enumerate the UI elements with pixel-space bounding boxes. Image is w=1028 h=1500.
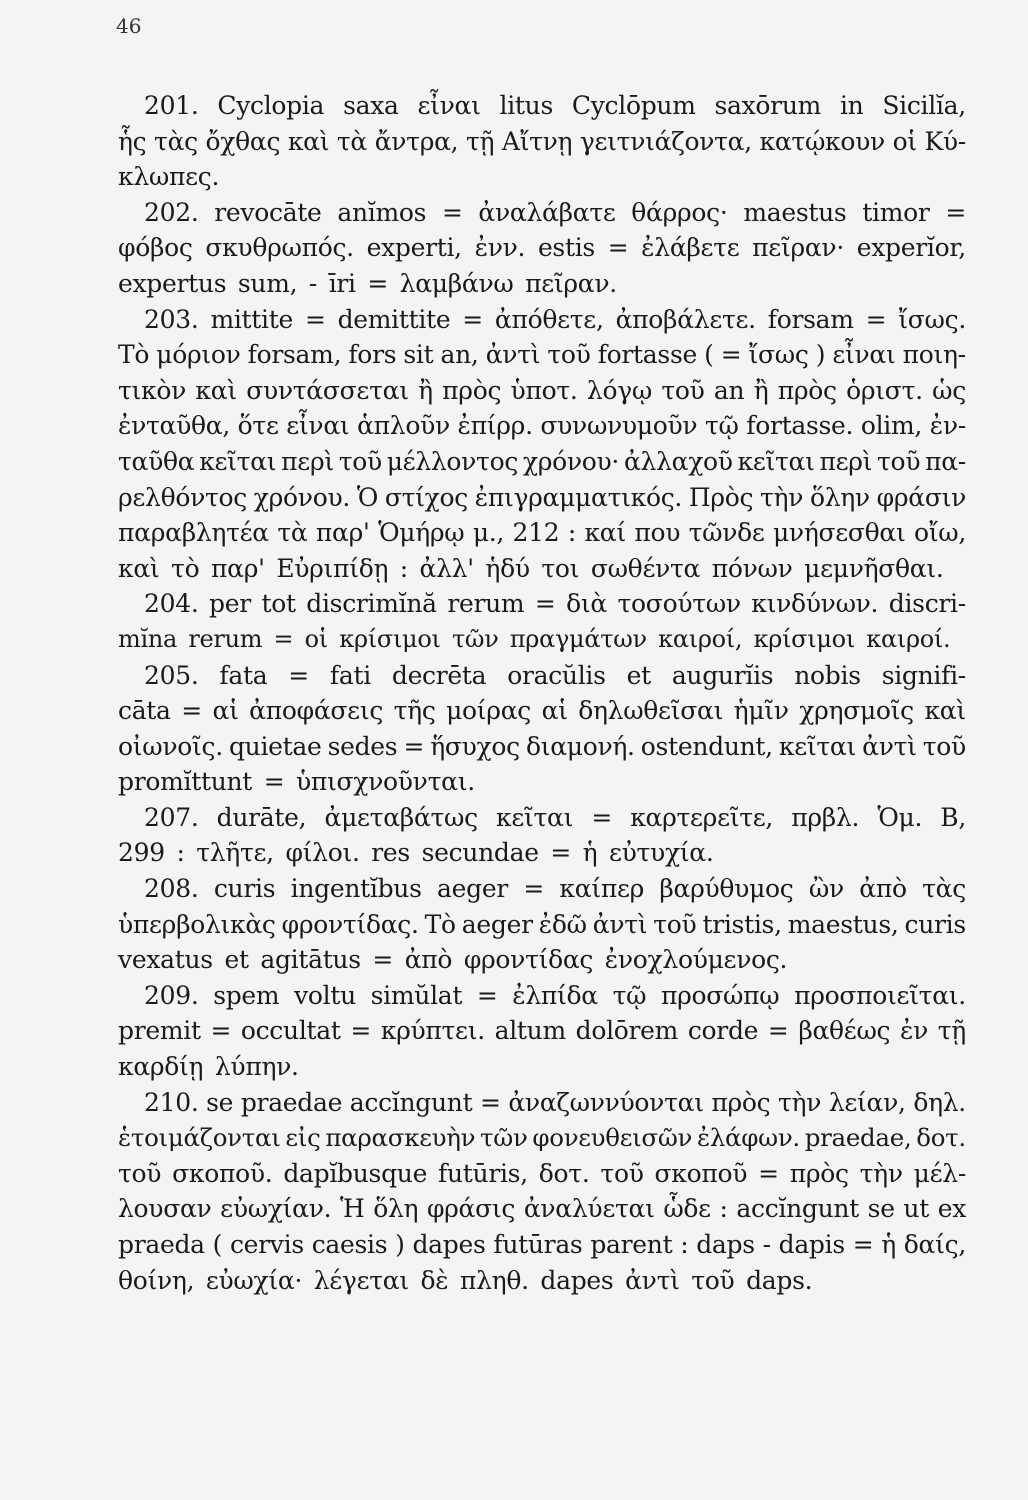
text-line: 210. se praedae accĭngunt = ἀναζωννύονται πρὸς τὴν λείαν, δηλ. bbox=[144, 1087, 966, 1117]
text-line: ἧς τὰς ὄχθας καὶ τὰ ἄντρα, τῇ Αἴτνῃ γειτνιάζοντα, κατῴκουν οἱ Κύ- bbox=[118, 126, 966, 156]
text-line: οἰωνοῖς. quietae sedes = ἥσυχος διαμονή. ostendunt, κεῖται ἀντὶ τοῦ bbox=[118, 731, 966, 761]
text-line: 299 : τλῆτε, φίλοι. res secundae = ἡ εὐτυχία. bbox=[118, 838, 714, 868]
text-line: promĭttunt = ὑπισχνοῦνται. bbox=[118, 767, 475, 797]
text-line: κλωπες. bbox=[118, 162, 220, 192]
text-line: ἐνταῦθα, ὅτε εἶναι ἁπλοῦν ἐπίρρ. συνωνυμοῦν τῷ fortasse. olim, ἐν- bbox=[118, 411, 966, 441]
text-line: premit = occultat = κρύπτει. altum dolōrem corde = βαθέως ἐν τῇ bbox=[118, 1016, 966, 1046]
text-line: 202. revocāte anĭmos = ἀναλάβατε θάρρος· maestus timor = bbox=[144, 197, 966, 227]
text-line: θοίνη, εὐωχία· λέγεται δὲ πληθ. dapes ἀντὶ τοῦ daps. bbox=[118, 1265, 813, 1295]
text-line: παραβλητέα τὰ παρ' Ὁμήρῳ μ., 212 : καί που τῶνδε μνήσεσθαι οἴω, bbox=[118, 518, 966, 548]
commentary-text bbox=[118, 88, 966, 1298]
text-line: praeda ( cervis caesis ) dapes futūras parent : daps - dapis = ἡ δαίς, bbox=[118, 1230, 966, 1259]
text-line: καρδίῃ λύπην. bbox=[118, 1052, 299, 1082]
text-line: cāta = αἱ ἀποφάσεις τῆς μοίρας αἱ δηλωθεῖσαι ἡμῖν χρησμοῖς καὶ bbox=[118, 696, 966, 726]
text-line: expertus sum, - īri = λαμβάνω πεῖραν. bbox=[118, 268, 617, 298]
text-line: ρελθόντος χρόνου. Ὁ στίχος ἐπιγραμματικός. Πρὸς τὴν ὅλην φράσιν bbox=[118, 482, 966, 512]
text-line: καὶ τὸ παρ' Εὐριπίδῃ : ἀλλ' ἡδύ τοι σωθέντα πόνων μεμνῆσθαι. bbox=[118, 553, 944, 583]
text-line: 201. Cyclopia saxa εἶναι litus Cyclōpum saxōrum in Sicilĭa, bbox=[144, 91, 966, 120]
page-number: 46 bbox=[116, 14, 142, 38]
text-line: mĭna rerum = οἱ κρίσιμοι τῶν πραγμάτων καιροί, κρίσιμοι καιροί. bbox=[118, 624, 951, 653]
text-line: 204. per tot discrimĭnă rerum = διὰ τοσούτων κινδύνων. discri- bbox=[144, 589, 966, 619]
text-line: φόβος σκυθρωπός. experti, ἐνν. estis = ἐλάβετε πεῖραν· experĭor, bbox=[118, 233, 966, 263]
text-line: 207. durāte, ἀμεταβάτως κεῖται = καρτερεῖτε, πρβλ. Ὁμ. B, bbox=[144, 802, 966, 832]
text-line: τοῦ σκοποῦ. dapĭbusque futūris, δοτ. τοῦ σκοποῦ = πρὸς τὴν μέλ- bbox=[118, 1158, 966, 1188]
text-line: 203. mittite = demittite = ἀπόθετε, ἀποβάλετε. forsam = ἴσως. bbox=[144, 304, 966, 334]
text-line: ἑτοιμάζονται εἰς παρασκευὴν τῶν φονευθεισῶν ἐλάφων. praedae, δοτ. bbox=[118, 1123, 966, 1153]
text-line: 205. fata = fati decrēta oracŭlis et augurĭis nobis signifi- bbox=[144, 660, 966, 690]
text-line: Τὸ μόριον forsam, fors sit an, ἀντὶ τοῦ fortasse ( = ἴσως ) εἶναι ποιη- bbox=[118, 340, 966, 370]
text-line: ὑπερβολικὰς φροντίδας. Τὸ aeger ἐδῶ ἀντὶ τοῦ tristis, maestus, curis bbox=[118, 909, 966, 939]
text-line: 209. spem voltu simŭlat = ἐλπίδα τῷ προσώπῳ προσποιεῖται. bbox=[144, 980, 966, 1010]
text-line: λουσαν εὐωχίαν. Ἡ ὅλη φράσις ἀναλύεται ὧδε : accĭngunt se ut ex bbox=[118, 1194, 966, 1224]
text-line: ταῦθα κεῖται περὶ τοῦ μέλλοντος χρόνου· ἀλλαχοῦ κεῖται περὶ τοῦ πα- bbox=[118, 446, 966, 476]
text-line: vexatus et agitātus = ἀπὸ φροντίδας ἐνοχλούμενος. bbox=[118, 945, 788, 975]
text-line: 208. curis ingentĭbus aeger = καίπερ βαρύθυμος ὢν ἀπὸ τὰς bbox=[144, 874, 966, 904]
text-line: τικὸν καὶ συντάσσεται ἢ πρὸς ὑποτ. λόγῳ τοῦ an ἢ πρὸς ὁριστ. ὡς bbox=[118, 375, 966, 405]
